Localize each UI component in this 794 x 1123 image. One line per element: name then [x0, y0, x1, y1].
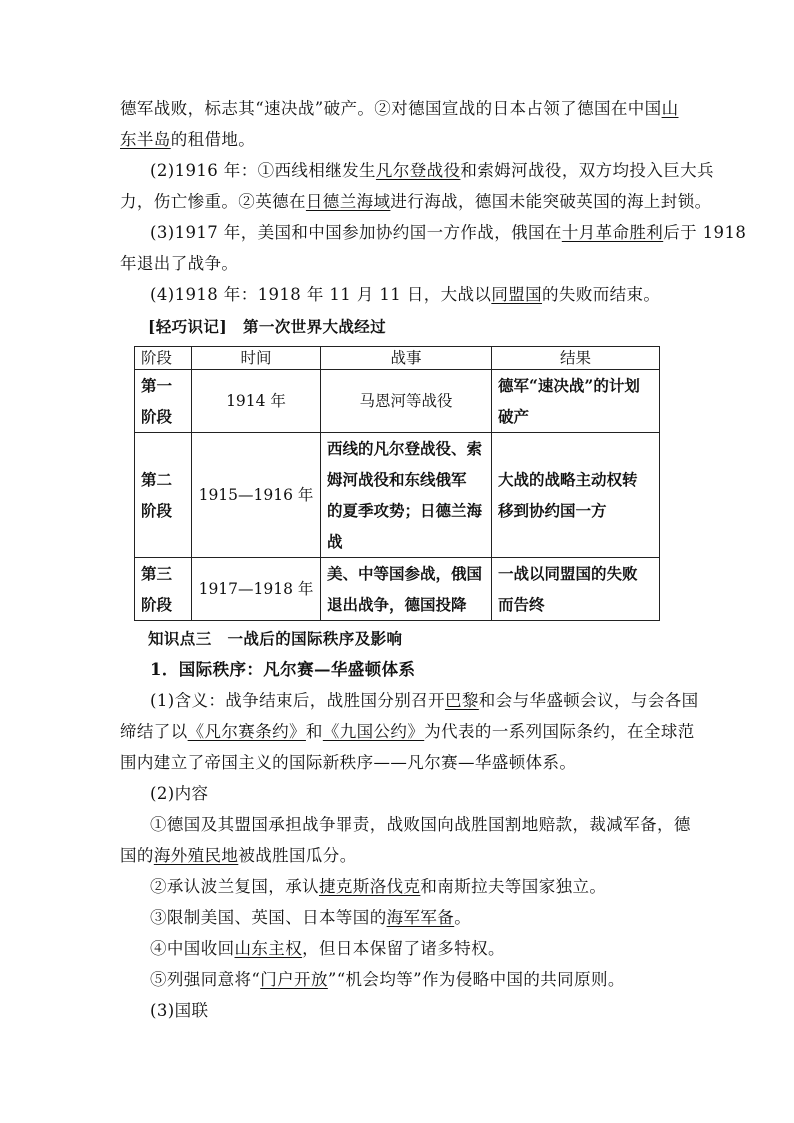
- text: ③限制美国、英国、日本等国的: [150, 908, 387, 927]
- cell-battle: 西线的凡尔登战役、索 姆河战役和东线俄军 的夏季攻势；日德兰海 战: [321, 433, 492, 558]
- text: 。: [454, 908, 472, 927]
- text: 和: [305, 722, 323, 741]
- text: ”“机会均等”作为侵略中国的共同原则。: [327, 970, 625, 989]
- item2: [150, 876, 680, 898]
- cell-time: 1915—1916 年: [192, 433, 321, 558]
- header-result: 结果: [492, 347, 660, 370]
- text: 和会与华盛顿会议，与会各国: [478, 691, 699, 710]
- text: 国的: [120, 846, 154, 865]
- underlined-term: 日德兰海域: [305, 192, 391, 211]
- item1-line1: ①德国及其盟国承担战争罪责，战败国向战胜国割地赔款，裁减军备，德: [150, 815, 691, 834]
- table-row: [135, 558, 660, 621]
- header-time: 时间: [192, 347, 321, 370]
- text: 德军战败，标志其“速决战”破产。②对德国宣战的日本占领了德国在中国: [120, 99, 662, 118]
- table-row: [135, 370, 660, 433]
- meaning-line3: 围内建立了帝国主义的国际新秩序——凡尔赛—华盛顿体系。: [120, 753, 577, 772]
- text: 的失败而结束。: [542, 285, 661, 304]
- text: ④中国收回: [150, 939, 235, 958]
- table-row: [135, 433, 660, 558]
- para4-line: [150, 284, 680, 306]
- table-header-row: [135, 347, 660, 370]
- underlined-term: 同盟国: [491, 285, 543, 304]
- underlined-term: 海军军备: [386, 908, 455, 927]
- cell-time: 1914 年: [192, 370, 321, 433]
- item4: [150, 938, 680, 960]
- text: 进行海战，德国未能突破英国的海上封锁。: [390, 192, 712, 211]
- text: 的租借地。: [170, 130, 256, 149]
- text: ⑤列强同意将“: [150, 970, 261, 989]
- underlined-term: 门户开放: [260, 970, 328, 989]
- item1-line2: [120, 845, 680, 867]
- para1-line2: [120, 129, 680, 151]
- meaning-line1: [150, 690, 699, 712]
- underlined-term: 捷克斯洛伐克: [319, 877, 421, 896]
- text: 为代表的一系列国际条约，在全球范: [424, 722, 695, 741]
- underlined-term: 山东主权: [234, 939, 303, 958]
- para1-line1: [120, 98, 680, 120]
- league-label: (3)国联: [150, 1001, 209, 1020]
- text: 和索姆河战役，双方均投入巨大兵: [460, 161, 714, 180]
- cell-battle: 美、中等国参战，俄国 退出战争，德国投降: [321, 558, 492, 621]
- para2-line2: [120, 191, 712, 213]
- underlined-term: 海外殖民地: [153, 846, 239, 865]
- text: 缔结了以: [120, 722, 188, 741]
- para3-line2: 年退出了战争。: [120, 254, 239, 273]
- cell-stage: 第二 阶段: [135, 433, 192, 558]
- para3-line1: [150, 222, 747, 244]
- cell-result: 一战以同盟国的失败 而告终: [492, 558, 660, 621]
- cell-stage: 第一 阶段: [135, 370, 192, 433]
- text: (2)1916 年：①西线相继发生: [150, 161, 376, 180]
- section3-sub1: 1．国际秩序：凡尔赛—华盛顿体系: [150, 660, 416, 679]
- underlined-term: 《九国公约》: [322, 722, 425, 741]
- text: 后于 1918: [663, 223, 747, 242]
- cell-battle: 马恩河等战役: [321, 370, 492, 433]
- cell-time: 1917—1918 年: [192, 558, 321, 621]
- text: (4)1918 年：1918 年 11 月 11 日，大战以: [150, 285, 492, 304]
- text: (1)含义：战争结束后，战胜国分别召开: [150, 691, 445, 710]
- tip-heading: [轻巧识记] 第一次世界大战经过: [148, 317, 387, 336]
- underlined-term: 十月革命胜利: [561, 223, 664, 242]
- text: 力，伤亡惨重。②英德在: [120, 192, 306, 211]
- underlined-term: 巴黎: [444, 691, 479, 710]
- cell-stage: 第三 阶段: [135, 558, 192, 621]
- underlined-term: 山: [661, 99, 679, 118]
- content-label: (2)内容: [150, 784, 209, 803]
- ww1-stages-table: [134, 346, 660, 621]
- section3-title: 知识点三 一战后的国际秩序及影响: [148, 629, 403, 648]
- para2-line1: [150, 160, 714, 182]
- header-battle: 战事: [321, 347, 492, 370]
- text: ②承认波兰复国，承认: [150, 877, 319, 896]
- meaning-line2: [120, 721, 695, 743]
- underlined-term: 凡尔登战役: [375, 161, 461, 180]
- header-stage: 阶段: [135, 347, 192, 370]
- underlined-term: 《凡尔赛条约》: [187, 722, 306, 741]
- text: 被战胜国瓜分。: [238, 846, 357, 865]
- text: (3)1917 年，美国和中国参加协约国一方作战，俄国在: [150, 223, 562, 242]
- cell-result: 德军“速决战”的计划 破产: [492, 370, 660, 433]
- cell-result: 大战的战略主动权转 移到协约国一方: [492, 433, 660, 558]
- item3: [150, 907, 680, 929]
- text: ，但日本保留了诸多特权。: [302, 939, 505, 958]
- item5: [150, 969, 680, 991]
- underlined-term: 东半岛: [120, 130, 171, 149]
- text: 和南斯拉夫等国家独立。: [420, 877, 607, 896]
